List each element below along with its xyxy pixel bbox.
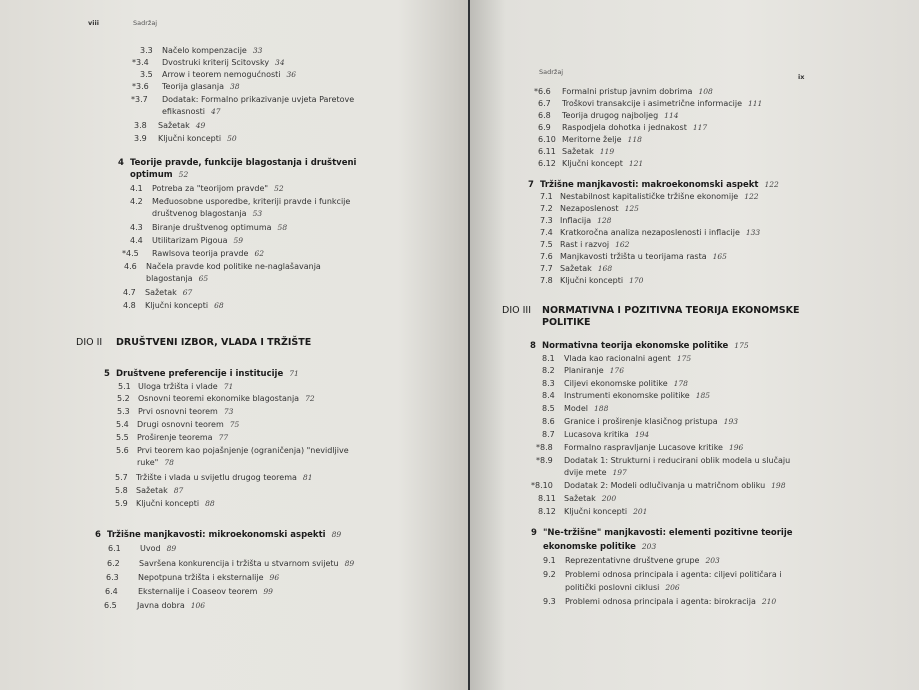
entry-title: Biranje društvenog optimuma xyxy=(152,223,272,232)
entry-number: 9.1 xyxy=(543,556,556,565)
entry-number: 4.4 xyxy=(130,236,143,245)
entry-number: 8.6 xyxy=(542,417,555,426)
toc-entry xyxy=(543,556,720,566)
entry-number: 7.2 xyxy=(540,204,553,213)
entry-number: 8.5 xyxy=(542,404,555,413)
toc-entry xyxy=(542,417,738,427)
toc-entry-continued xyxy=(162,107,221,117)
entry-title: Dvostruki kriterij Scitovsky xyxy=(162,58,270,67)
entry-number: 5.5 xyxy=(116,433,129,442)
entry-title: efikasnosti xyxy=(162,107,206,116)
entry-page: 81 xyxy=(302,473,313,482)
entry-number: 5.9 xyxy=(115,499,128,508)
entry-page: 203 xyxy=(705,556,720,565)
entry-page: 194 xyxy=(634,430,650,439)
chapter-title: ekonomske politike xyxy=(543,542,636,552)
entry-number: 5.8 xyxy=(115,486,128,495)
entry-number: 6.8 xyxy=(538,111,551,120)
part-title: NORMATIVNA I POZITIVNA TEORIJA EKONOMSKE xyxy=(542,305,800,316)
entry-number: 6.9 xyxy=(538,123,551,132)
entry-page: 117 xyxy=(692,123,708,132)
entry-number: 4.8 xyxy=(123,301,136,310)
entry-title: Granice i proširenje klasičnog pristupa xyxy=(564,417,718,426)
entry-number: 5.4 xyxy=(116,420,129,429)
entry-number: 6.7 xyxy=(538,99,551,108)
entry-page: 73 xyxy=(223,407,234,416)
toc-entry xyxy=(542,391,710,401)
toc-entry xyxy=(130,223,287,233)
entry-title: Sažetak xyxy=(562,147,594,156)
entry-number: 7.5 xyxy=(540,240,553,249)
toc-entry xyxy=(536,443,743,453)
toc-entry xyxy=(130,197,350,207)
entry-page: 185 xyxy=(695,391,711,400)
entry-title: Manjkavosti tržišta u teorijama rasta xyxy=(560,252,707,261)
entry-number: 8.7 xyxy=(542,430,555,439)
toc-entry xyxy=(134,134,237,144)
entry-title: Dodatak 1: Strukturni i reducirani oblik modela u slučaju xyxy=(564,456,791,465)
entry-number: 4.2 xyxy=(130,197,143,206)
toc-entry xyxy=(115,486,183,496)
toc-entry xyxy=(543,597,776,607)
toc-entry xyxy=(104,601,205,611)
entry-page: 77 xyxy=(218,433,229,442)
entry-page: 106 xyxy=(190,601,206,610)
entry-page: 196 xyxy=(728,443,744,452)
toc-entry xyxy=(116,420,239,430)
toc-entry xyxy=(538,507,647,517)
toc-entry xyxy=(140,70,296,80)
entry-title: blagostanja xyxy=(146,274,193,283)
chapter-number: 6 xyxy=(95,530,101,540)
chapter-heading xyxy=(118,158,356,168)
entry-number: 7.7 xyxy=(540,264,553,273)
chapter-page: 89 xyxy=(331,530,342,539)
entry-page: 59 xyxy=(233,236,244,245)
toc-entry-continued xyxy=(565,583,680,593)
toc-entry xyxy=(132,58,285,68)
page-number: viii xyxy=(88,19,99,27)
chapter-title: Teorije pravde, funkcije blagostanja i društveni xyxy=(130,158,357,168)
entry-number: 8.2 xyxy=(542,366,555,375)
entry-number: *8.10 xyxy=(531,481,553,490)
entry-title: Reprezentativne društvene grupe xyxy=(565,556,700,565)
chapter-page: 175 xyxy=(734,341,749,350)
entry-page: 87 xyxy=(173,486,184,495)
toc-entry xyxy=(134,121,205,131)
chapter-title: Tržišne manjkavosti: makroekonomski aspekt xyxy=(540,180,759,190)
toc-entry xyxy=(542,430,649,440)
toc-entry-continued xyxy=(152,209,262,219)
entry-title: Sažetak xyxy=(136,486,168,495)
entry-page: 34 xyxy=(275,58,285,67)
entry-number: 6.5 xyxy=(104,601,117,610)
toc-entry xyxy=(117,394,315,404)
entry-page: 36 xyxy=(286,70,297,79)
entry-page: 119 xyxy=(599,147,615,156)
entry-title: Ključni koncepti xyxy=(564,507,628,516)
entry-title: Prvi teorem kao pojašnjenje (ograničenja) "nevidljive xyxy=(137,446,349,455)
toc-entry xyxy=(540,192,759,202)
entry-title: Raspodjela dohotka i jednakost xyxy=(562,123,687,132)
toc-entry xyxy=(122,249,264,259)
chapter-heading xyxy=(531,528,793,538)
entry-page: 111 xyxy=(748,99,763,108)
entry-title: Prvi osnovni teorem xyxy=(138,407,218,416)
entry-page: 201 xyxy=(633,507,648,516)
entry-number: 4.7 xyxy=(123,288,136,297)
chapter-heading xyxy=(104,369,299,379)
toc-entry xyxy=(540,240,629,250)
toc-entry xyxy=(108,544,176,554)
entry-page: 114 xyxy=(664,111,679,120)
toc-entry xyxy=(123,301,224,311)
entry-title: Arrow i teorem nemogućnosti xyxy=(162,70,281,79)
entry-title: Sažetak xyxy=(564,494,596,503)
entry-number: 9.3 xyxy=(543,597,556,606)
entry-page: 168 xyxy=(597,264,613,273)
chapter-page: 122 xyxy=(764,180,779,189)
entry-page: 72 xyxy=(305,394,315,403)
toc-entry xyxy=(538,111,679,121)
entry-title: Ključni koncepti xyxy=(158,134,222,143)
entry-title: Lucasova kritika xyxy=(564,430,629,439)
toc-entry xyxy=(542,379,688,389)
toc-entry xyxy=(542,354,691,364)
entry-page: 78 xyxy=(164,458,174,467)
entry-title: Rawlsova teorija pravde xyxy=(152,249,249,258)
entry-page: 52 xyxy=(274,184,284,193)
entry-number: *3.4 xyxy=(132,58,149,67)
entry-number: 4.3 xyxy=(130,223,143,232)
entry-page: 33 xyxy=(252,46,263,55)
entry-number: 5.3 xyxy=(117,407,130,416)
entry-title: Sažetak xyxy=(560,264,592,273)
entry-title: Formalno raspravljanje Lucasove kritike xyxy=(564,443,723,452)
toc-entry xyxy=(130,236,243,246)
toc-entry xyxy=(542,366,624,376)
entry-number: 5.6 xyxy=(116,446,129,455)
chapter-number: 5 xyxy=(104,369,110,379)
entry-page: 165 xyxy=(712,252,727,261)
entry-number: 8.3 xyxy=(542,379,555,388)
toc-entry xyxy=(538,123,707,133)
entry-page: 96 xyxy=(269,573,280,582)
entry-title: Načela pravde kod politike ne-naglašavanja xyxy=(146,262,321,271)
entry-title: Ciljevi ekonomske politike xyxy=(564,379,668,388)
chapter-heading xyxy=(528,180,779,190)
chapter-page: 52 xyxy=(178,170,189,179)
entry-number: 3.9 xyxy=(134,134,147,143)
chapter-number: 8 xyxy=(530,341,536,351)
toc-entry xyxy=(540,216,611,226)
entry-number: 3.3 xyxy=(140,46,153,55)
entry-number: 7.1 xyxy=(540,192,553,201)
entry-title: Proširenje teorema xyxy=(137,433,213,442)
toc-entry xyxy=(131,95,354,105)
toc-entry xyxy=(116,433,228,443)
entry-title: Vlada kao racionalni agent xyxy=(564,354,671,363)
toc-entry xyxy=(540,204,639,214)
entry-page: 125 xyxy=(624,204,639,213)
chapter-title: Normativna teorija ekonomske politike xyxy=(542,341,729,351)
entry-number: 8.1 xyxy=(542,354,555,363)
entry-title: Potreba za "teorijom pravde" xyxy=(152,184,269,193)
toc-entry xyxy=(538,147,614,157)
toc-entry xyxy=(105,587,273,597)
entry-number: 6.2 xyxy=(107,559,120,568)
entry-number: 8.12 xyxy=(538,507,556,516)
entry-number: 5.1 xyxy=(118,382,131,391)
entry-number: 5.7 xyxy=(115,473,128,482)
part-heading xyxy=(502,306,799,316)
chapter-page: 71 xyxy=(289,369,299,378)
entry-number: 5.2 xyxy=(117,394,130,403)
entry-title: Model xyxy=(564,404,589,413)
toc-entry xyxy=(543,570,782,580)
toc-entry xyxy=(115,499,215,509)
entry-page: 53 xyxy=(252,209,263,218)
entry-page: 198 xyxy=(771,481,786,490)
toc-entry-continued xyxy=(146,274,208,284)
entry-number: 7.8 xyxy=(540,276,553,285)
entry-number: 6.1 xyxy=(108,544,121,553)
entry-number: 7.3 xyxy=(540,216,553,225)
toc-entry xyxy=(106,573,279,583)
entry-title: Osnovni teoremi ekonomike blagostanja xyxy=(138,394,300,403)
entry-page: 175 xyxy=(676,354,692,363)
entry-page: 68 xyxy=(214,301,224,310)
entry-number: *8.8 xyxy=(536,443,553,452)
part-number: DIO III xyxy=(502,305,532,316)
toc-entry xyxy=(538,494,616,504)
entry-title: Troškovi transakcije i asimetrične informacije xyxy=(562,99,743,108)
entry-page: 176 xyxy=(609,366,624,375)
entry-page: 170 xyxy=(629,276,644,285)
toc-entry xyxy=(540,228,760,238)
chapter-title: optimum xyxy=(130,170,173,180)
entry-title: Međuosobne usporedbe, kriteriji pravde i funkcije xyxy=(152,197,351,206)
entry-number: 9.2 xyxy=(543,570,556,579)
entry-page: 99 xyxy=(263,587,273,596)
entry-title: Formalni pristup javnim dobrima xyxy=(562,87,693,96)
entry-title: Utilitarizam Pigoua xyxy=(152,236,228,245)
entry-title: ruke" xyxy=(137,458,159,467)
running-title: Sadržaj xyxy=(539,68,564,76)
entry-number: *6.6 xyxy=(534,87,551,96)
right-page xyxy=(470,0,919,690)
entry-title: Instrumenti ekonomske politike xyxy=(564,391,690,400)
entry-title: Dodatak 2: Modeli odlučivanja u matričnom obliku xyxy=(564,481,766,490)
entry-number: 3.8 xyxy=(134,121,147,130)
entry-title: Savršena konkurencija i tržišta u stvarnom svijetu xyxy=(139,559,339,568)
toc-entry xyxy=(118,382,233,392)
chapter-title: "Ne-tržišne" manjkavosti: elementi pozitivne teorije xyxy=(543,528,793,538)
entry-title: Dodatak: Formalno prikazivanje uvjeta Paretove xyxy=(162,95,355,104)
chapter-number: 7 xyxy=(528,180,534,190)
entry-page: 206 xyxy=(665,583,680,592)
entry-title: Uvod xyxy=(140,544,161,553)
entry-number: 6.4 xyxy=(105,587,118,596)
entry-number: *3.6 xyxy=(132,82,149,91)
chapter-heading xyxy=(95,530,341,540)
toc-entry xyxy=(117,407,233,417)
toc-entry xyxy=(531,481,785,491)
toc-entry xyxy=(540,252,727,262)
toc-entry xyxy=(132,82,240,92)
toc-entry xyxy=(536,456,790,466)
toc-entry xyxy=(540,276,643,286)
entry-number: 6.3 xyxy=(106,573,119,582)
toc-entry xyxy=(116,446,349,456)
entry-title: Tržište i vlada u svijetlu drugog teorema xyxy=(136,473,297,482)
entry-title: Nestabilnost kapitalističke tržišne ekonomije xyxy=(560,192,739,201)
entry-number: 6.11 xyxy=(538,147,556,156)
entry-title: Inflacija xyxy=(560,216,592,225)
entry-title: Javna dobra xyxy=(137,601,185,610)
chapter-page: 203 xyxy=(641,542,657,551)
entry-title: Ključni koncepti xyxy=(145,301,209,310)
entry-page: 108 xyxy=(698,87,713,96)
entry-number: *4.5 xyxy=(122,249,139,258)
entry-page: 89 xyxy=(166,544,177,553)
entry-number: 8.4 xyxy=(542,391,555,400)
entry-title: Problemi odnosa principala i agenta: ciljevi političara i xyxy=(565,570,782,579)
entry-number: 4.6 xyxy=(124,262,137,271)
toc-entry xyxy=(123,288,192,298)
entry-page: 58 xyxy=(277,223,288,232)
entry-title: Rast i razvoj xyxy=(560,240,610,249)
entry-title: Teorija glasanja xyxy=(162,82,224,91)
entry-number: 7.4 xyxy=(540,228,553,237)
entry-title: Teorija drugog najboljeg xyxy=(562,111,659,120)
entry-number: 6.10 xyxy=(538,135,556,144)
entry-page: 121 xyxy=(628,159,644,168)
part-title: POLITIKE xyxy=(542,317,591,328)
entry-title: Eksternalije i Coaseov teorem xyxy=(138,587,258,596)
chapter-heading xyxy=(530,341,749,351)
entry-page: 118 xyxy=(627,135,642,144)
toc-entry xyxy=(538,135,642,145)
part-heading xyxy=(76,338,311,348)
toc-entry xyxy=(115,473,312,483)
entry-page: 178 xyxy=(673,379,688,388)
toc-entry xyxy=(534,87,713,97)
entry-page: 88 xyxy=(205,499,215,508)
entry-page: 162 xyxy=(615,240,630,249)
entry-page: 67 xyxy=(182,288,193,297)
entry-title: Kratkoročna analiza nezaposlenosti i inflacije xyxy=(560,228,740,237)
entry-number: 8.11 xyxy=(538,494,556,503)
toc-entry-continued xyxy=(137,458,174,468)
entry-page: 71 xyxy=(223,382,234,391)
entry-page: 75 xyxy=(229,420,240,429)
entry-number: 4.1 xyxy=(130,184,143,193)
entry-number: *8.9 xyxy=(536,456,553,465)
entry-title: Sažetak xyxy=(145,288,177,297)
entry-page: 47 xyxy=(211,107,221,116)
entry-title: Nepotpuna tržišta i eksternalije xyxy=(138,573,264,582)
entry-page: 133 xyxy=(745,228,761,237)
toc-entry xyxy=(124,262,321,272)
toc-entries-right xyxy=(470,0,919,690)
entry-number: 7.6 xyxy=(540,252,553,261)
entry-page: 197 xyxy=(612,468,627,477)
entry-title: Nezaposlenost xyxy=(560,204,619,213)
entry-title: Načelo kompenzacije xyxy=(162,46,247,55)
entry-page: 193 xyxy=(723,417,738,426)
toc-entry xyxy=(107,559,354,569)
entry-page: 38 xyxy=(230,82,240,91)
entry-page: 65 xyxy=(198,274,209,283)
chapter-number: 9 xyxy=(531,528,537,538)
part-heading-continued xyxy=(542,318,591,328)
chapter-title: Društvene preferencije i institucije xyxy=(116,369,284,379)
entry-page: 210 xyxy=(761,597,777,606)
entry-number: *3.7 xyxy=(131,95,148,104)
entry-page: 50 xyxy=(227,134,237,143)
entry-title: Uloga tržišta i vlade xyxy=(138,382,218,391)
toc-entry xyxy=(130,184,284,194)
toc-entry xyxy=(538,159,643,169)
entry-number: 3.5 xyxy=(140,70,153,79)
entry-page: 89 xyxy=(344,559,355,568)
entry-title: Sažetak xyxy=(158,121,190,130)
entry-page: 188 xyxy=(594,404,609,413)
toc-entry xyxy=(140,46,262,56)
entry-page: 122 xyxy=(744,192,759,201)
entry-title: Problemi odnosa principala i agenta: birokracija xyxy=(565,597,756,606)
toc-entry xyxy=(542,404,608,414)
entry-title: Meritorne želje xyxy=(562,135,622,144)
part-number: DIO II xyxy=(76,337,103,348)
entry-title: društvenog blagostanja xyxy=(152,209,247,218)
entry-page: 62 xyxy=(254,249,264,258)
toc-entry-continued xyxy=(564,468,627,478)
entry-title: Ključni koncepti xyxy=(560,276,624,285)
page-number: ix xyxy=(798,73,805,81)
entry-title: Ključni koncepti xyxy=(136,499,200,508)
entry-title: politički poslovni ciklusi xyxy=(565,583,660,592)
running-title: Sadržaj xyxy=(133,19,158,27)
entry-page: 128 xyxy=(597,216,612,225)
entry-title: Ključni koncept xyxy=(562,159,623,168)
entry-number: 6.12 xyxy=(538,159,556,168)
entry-page: 49 xyxy=(195,121,206,130)
entry-title: Drugi osnovni teorem xyxy=(137,420,224,429)
chapter-title: Tržišne manjkavosti: mikroekonomski aspekti xyxy=(107,530,326,540)
chapter-number: 4 xyxy=(118,158,124,168)
toc-entry xyxy=(540,264,612,274)
entry-page: 200 xyxy=(601,494,617,503)
entry-title: dvije mete xyxy=(564,468,607,477)
entry-title: Planiranje xyxy=(564,366,604,375)
chapter-heading-continued xyxy=(543,542,656,552)
part-title: DRUŠTVENI IZBOR, VLADA I TRŽIŠTE xyxy=(116,337,312,348)
toc-entry xyxy=(538,99,762,109)
chapter-heading-continued xyxy=(130,170,188,180)
